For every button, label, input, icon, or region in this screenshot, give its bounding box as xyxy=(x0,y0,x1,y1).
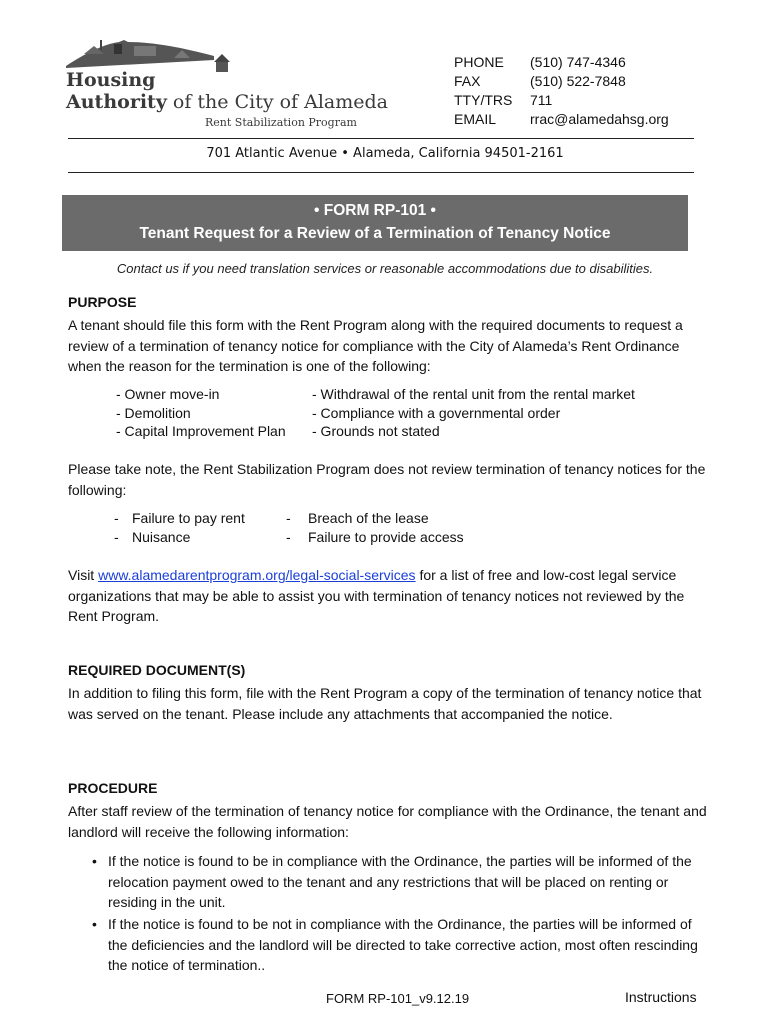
list-item: - Grounds not stated xyxy=(312,423,440,439)
exclusions-right-list xyxy=(286,509,464,546)
header-divider-top xyxy=(68,138,694,139)
exclusions-left-list xyxy=(114,509,245,546)
accommodation-note: Contact us if you need translation services or reasonable accommodations due to disabilities. xyxy=(116,261,654,276)
program-name: Rent Stabilization Program xyxy=(205,116,357,129)
list-item: - Compliance with a governmental order xyxy=(312,404,561,421)
address: 701 Atlantic Avenue • Alameda, California 94501-2161 xyxy=(206,146,564,161)
procedure-text: After staff review of the termination of tenancy notice for compliance with the Ordinance, the tenant and landlord will receive the following information: xyxy=(68,803,707,840)
contact-block xyxy=(454,53,669,129)
procedure-bullet: • If the notice is found to be not in compliance with the Ordinance, the parties will be informed of the deficiencies and the landlord will be directed to take corrective action, most often rescinding the notice of termination.. xyxy=(92,916,698,973)
list-item: - Owner move-in xyxy=(116,386,220,402)
form-title-banner xyxy=(62,195,688,251)
procedure-bullet: • If the notice is found to be in compliance with the Ordinance, the parties will be informed of the relocation payment owed to the tenant and any restrictions that will be placed on renting or residing in the unit. xyxy=(92,853,692,910)
list-item: - Failure to pay rent xyxy=(114,510,245,526)
footer-label: Instructions xyxy=(625,989,697,1005)
list-item: - Demolition xyxy=(116,404,191,421)
contact-tty: TTY/TRS 711 xyxy=(454,92,553,108)
list-item: - Capital Improvement Plan xyxy=(116,423,286,439)
list-item: - Nuisance xyxy=(114,528,191,545)
org-name-line1: Housing xyxy=(66,69,156,91)
procedure-heading: PROCEDURE xyxy=(68,780,158,796)
list-item: - Withdrawal of the rental unit from the rental market xyxy=(312,386,635,402)
purpose-text: A tenant should file this form with the Rent Program along with the required documents to request a review of a termination of tenancy notice for compliance with the City of Alameda’s Rent Ordinance when the reason for the termination is one of the following: xyxy=(68,317,683,374)
form-version: FORM RP-101_v9.12.19 xyxy=(326,991,470,1006)
bullet-icon: • xyxy=(92,853,97,869)
visit-paragraph: Visit www.alamedarentprogram.org/legal-social-services for a list of free and low-cost legal service organizations that may be able to assist you with termination of tenancy notices not reviewed by the Rent Program. xyxy=(68,567,685,624)
contact-email: EMAIL rrac@alamedahsg.org xyxy=(454,111,669,127)
required-docs-heading: REQUIRED DOCUMENT(S) xyxy=(68,662,246,678)
required-docs-text: In addition to filing this form, file with the Rent Program a copy of the termination of tenancy notice that was served on the tenant. Please include any attachments that accompanied the notice. xyxy=(68,685,702,722)
list-item: - Failure to provide access xyxy=(286,528,464,545)
legal-services-link[interactable]: www.alamedarentprogram.org/legal-social-services xyxy=(98,567,416,583)
contact-fax: FAX (510) 522-7848 xyxy=(454,73,626,89)
contact-phone: PHONE (510) 747-4346 xyxy=(454,54,626,70)
form-number: • FORM RP-101 • xyxy=(314,202,436,219)
reasons-right-list xyxy=(312,385,635,441)
org-name-line2: Authority of the City of Alameda xyxy=(66,91,388,113)
purpose-heading: PURPOSE xyxy=(68,294,137,310)
bullet-icon: • xyxy=(92,916,97,932)
form-title: Tenant Request for a Review of a Termination of Tenancy Notice xyxy=(139,225,611,242)
list-item: - Breach of the lease xyxy=(286,510,429,526)
exclusion-text: Please take note, the Rent Stabilization Program does not review termination of tenancy notices for the following: xyxy=(68,461,706,498)
reasons-left-list xyxy=(116,385,286,441)
header-divider-bottom xyxy=(68,172,694,173)
